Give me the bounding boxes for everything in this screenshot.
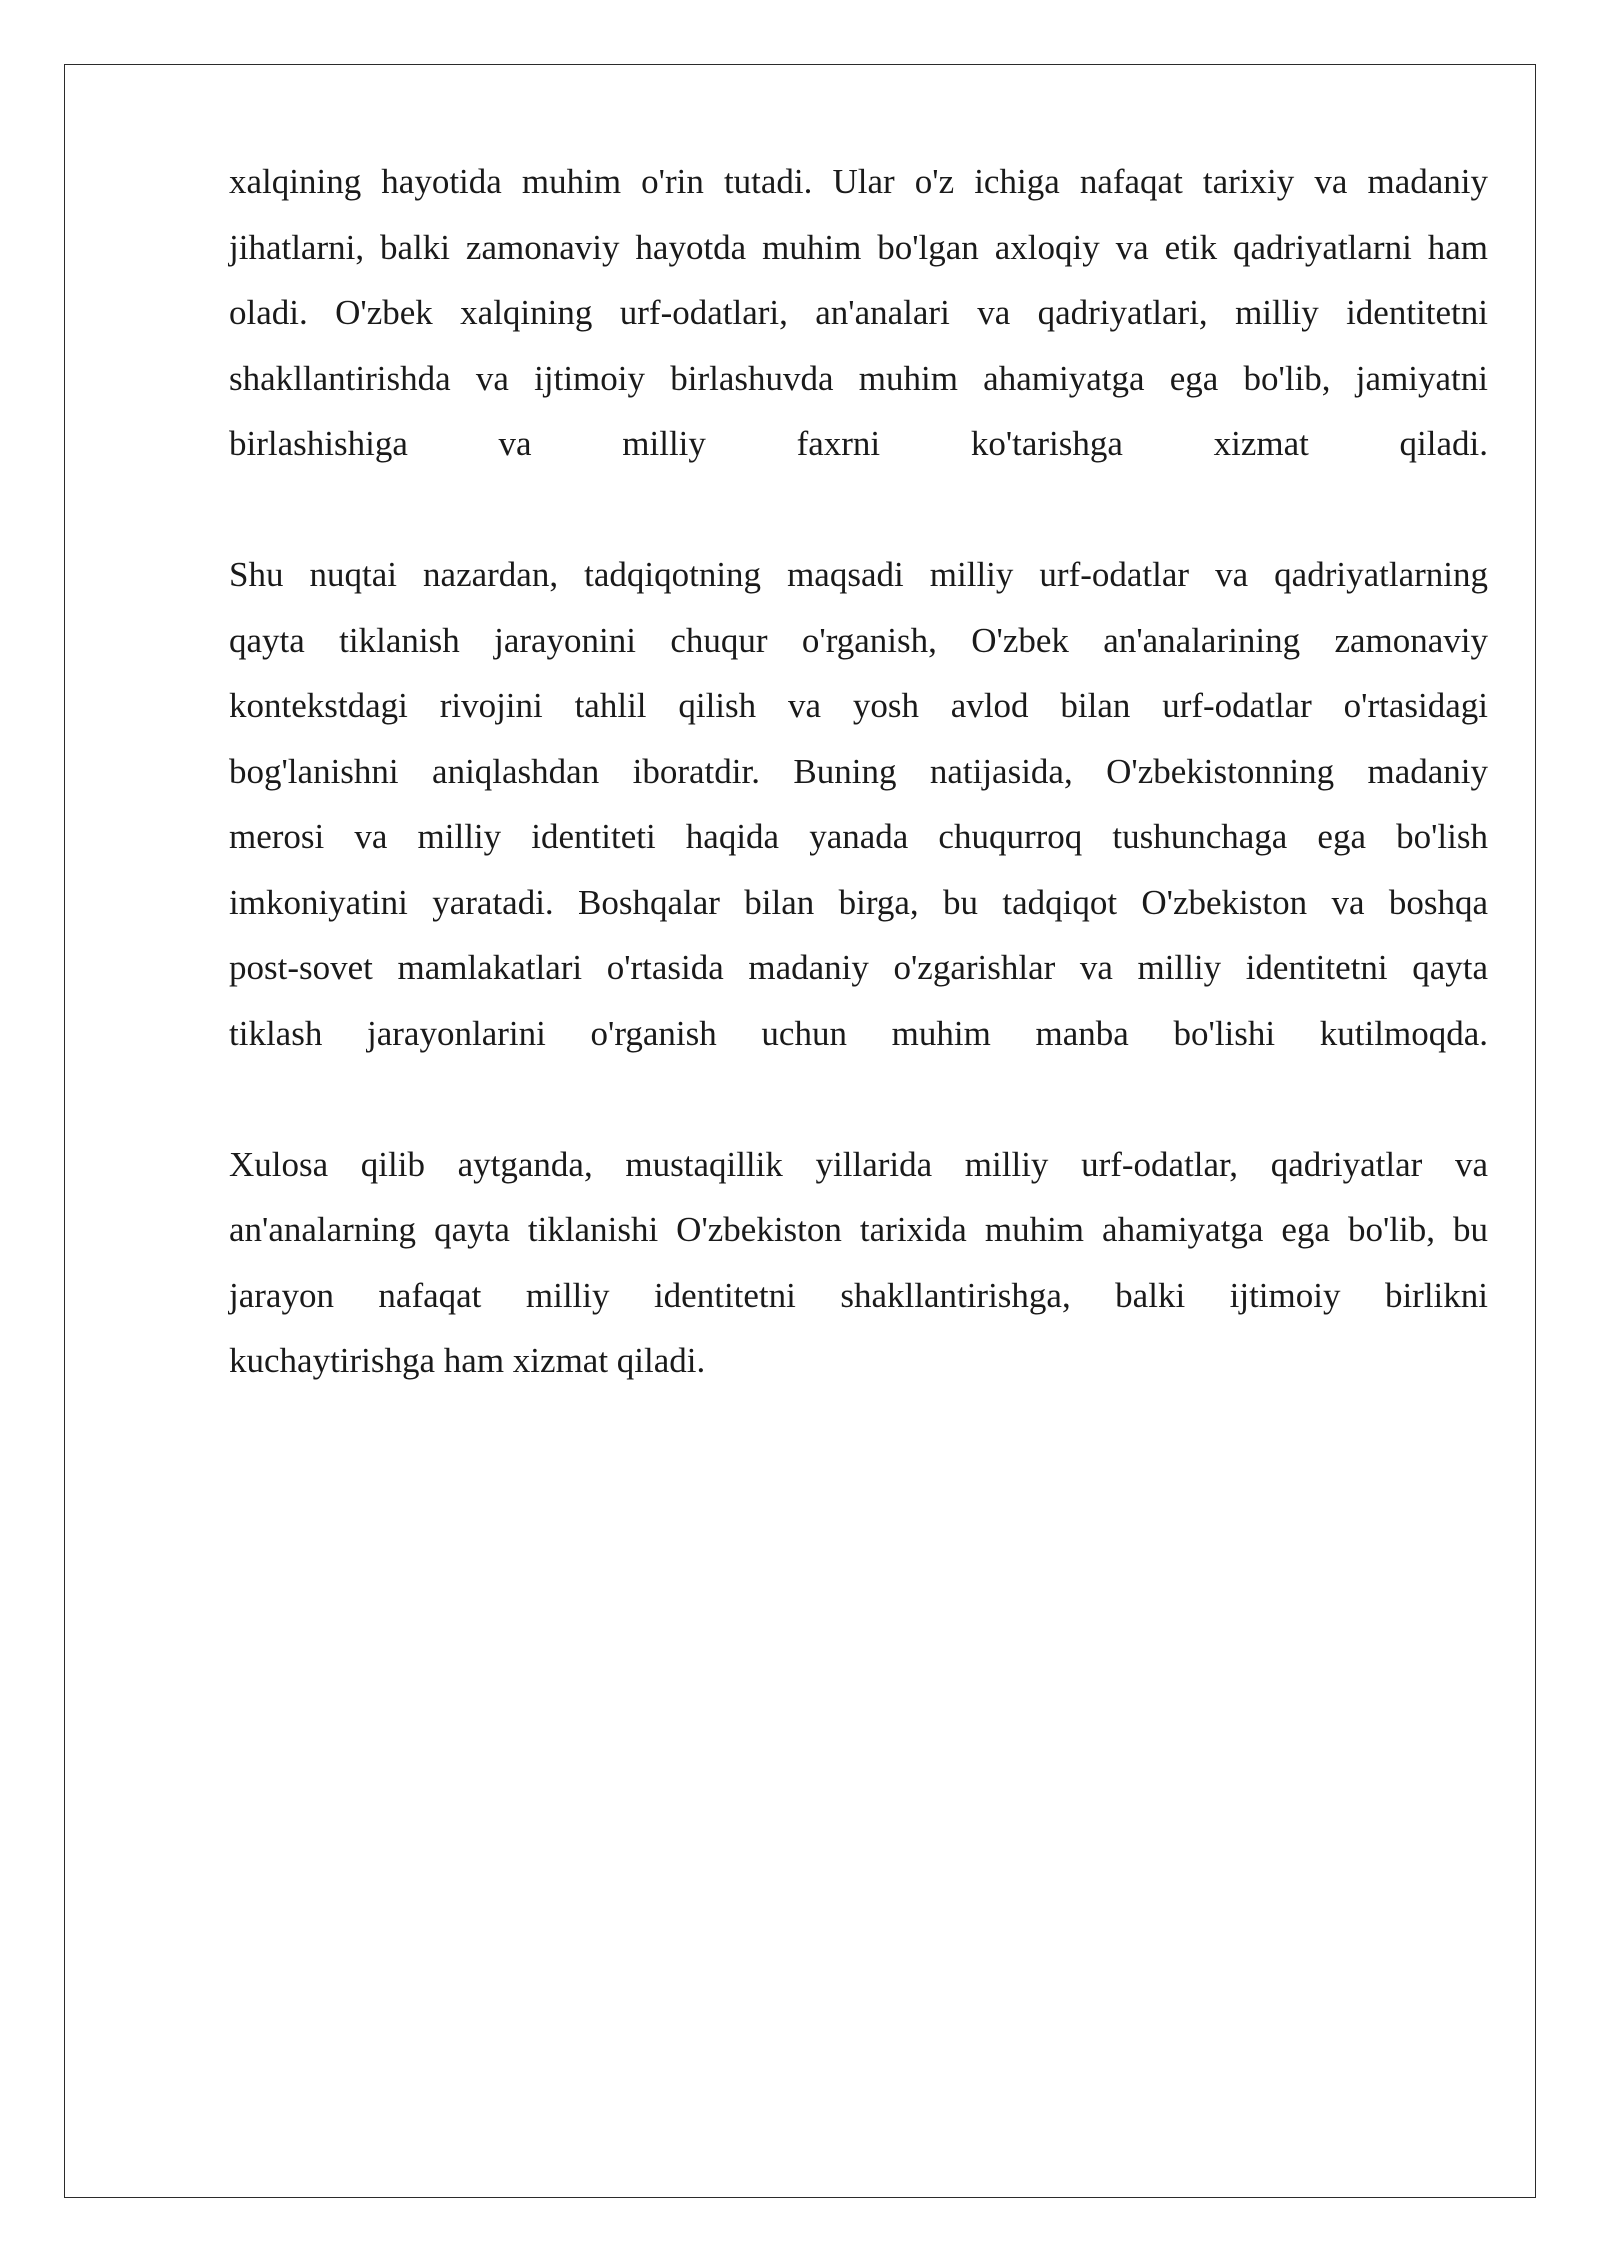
text-line: Xulosa qilib aytganda, mustaqillik yillarida milliy urf-odatlar, qadriyatlar va [229, 1144, 1488, 1184]
text-line: jihatlarni, balki zamonaviy hayotda muhim bo'lgan axloqiy va etik qadriyatlarni ham [229, 227, 1488, 267]
text-line: birlashishiga va milliy faxrni ko'tarishga xizmat qiladi. [229, 424, 1488, 463]
text-line: post-sovet mamlakatlari o'rtasida madaniy o'zgarishlar va milliy identitetni qayta [229, 948, 1488, 987]
text-line: merosi va milliy identiteti haqida yanada chuqurroq tushunchaga ega bo'lish [229, 817, 1488, 856]
text-line: oladi. O'zbek xalqining urf-odatlari, an'analari va qadriyatlari, milliy identitetni [229, 293, 1488, 332]
text-line: bog'lanishni aniqlashdan iboratdir. Buning natijasida, O'zbekistonning madaniy [229, 751, 1488, 791]
text-line: qayta tiklanish jarayonini chuqur o'rganish, O'zbek an'analarining zamonaviy [229, 620, 1488, 660]
text-line: xalqining hayotida muhim o'rin tutadi. Ular o'z ichiga nafaqat tarixiy va madaniy [229, 162, 1488, 201]
text-line: tiklash jarayonlarini o'rganish uchun muhim manba bo'lishi kutilmoqda. [229, 1013, 1488, 1053]
paragraph [229, 149, 1488, 477]
text-line: imkoniyatini yaratadi. Boshqalar bilan birga, bu tadqiqot O'zbekiston va boshqa [229, 882, 1488, 922]
paragraph-spacer [229, 1066, 1488, 1132]
paragraph-spacer [229, 477, 1488, 543]
text-line: an'analarning qayta tiklanishi O'zbekiston tarixida muhim ahamiyatga ega bo'lib, bu [229, 1210, 1488, 1249]
paragraph [229, 542, 1488, 1066]
text-line: kuchaytirishga ham xizmat qiladi. [229, 1341, 706, 1380]
text-line: shakllantirishda va ijtimoiy birlashuvda muhim ahamiyatga ega bo'lib, jamiyatni [229, 358, 1488, 398]
text-line: Shu nuqtai nazardan, tadqiqotning maqsadi milliy urf-odatlar va qadriyatlarning [229, 555, 1488, 594]
document-body [229, 149, 1488, 1394]
text-line: kontekstdagi rivojini tahlil qilish va yosh avlod bilan urf-odatlar o'rtasidagi [229, 686, 1488, 725]
paragraph [229, 1132, 1488, 1394]
text-line: jarayon nafaqat milliy identitetni shakllantirishga, balki ijtimoiy birlikni [229, 1275, 1488, 1315]
